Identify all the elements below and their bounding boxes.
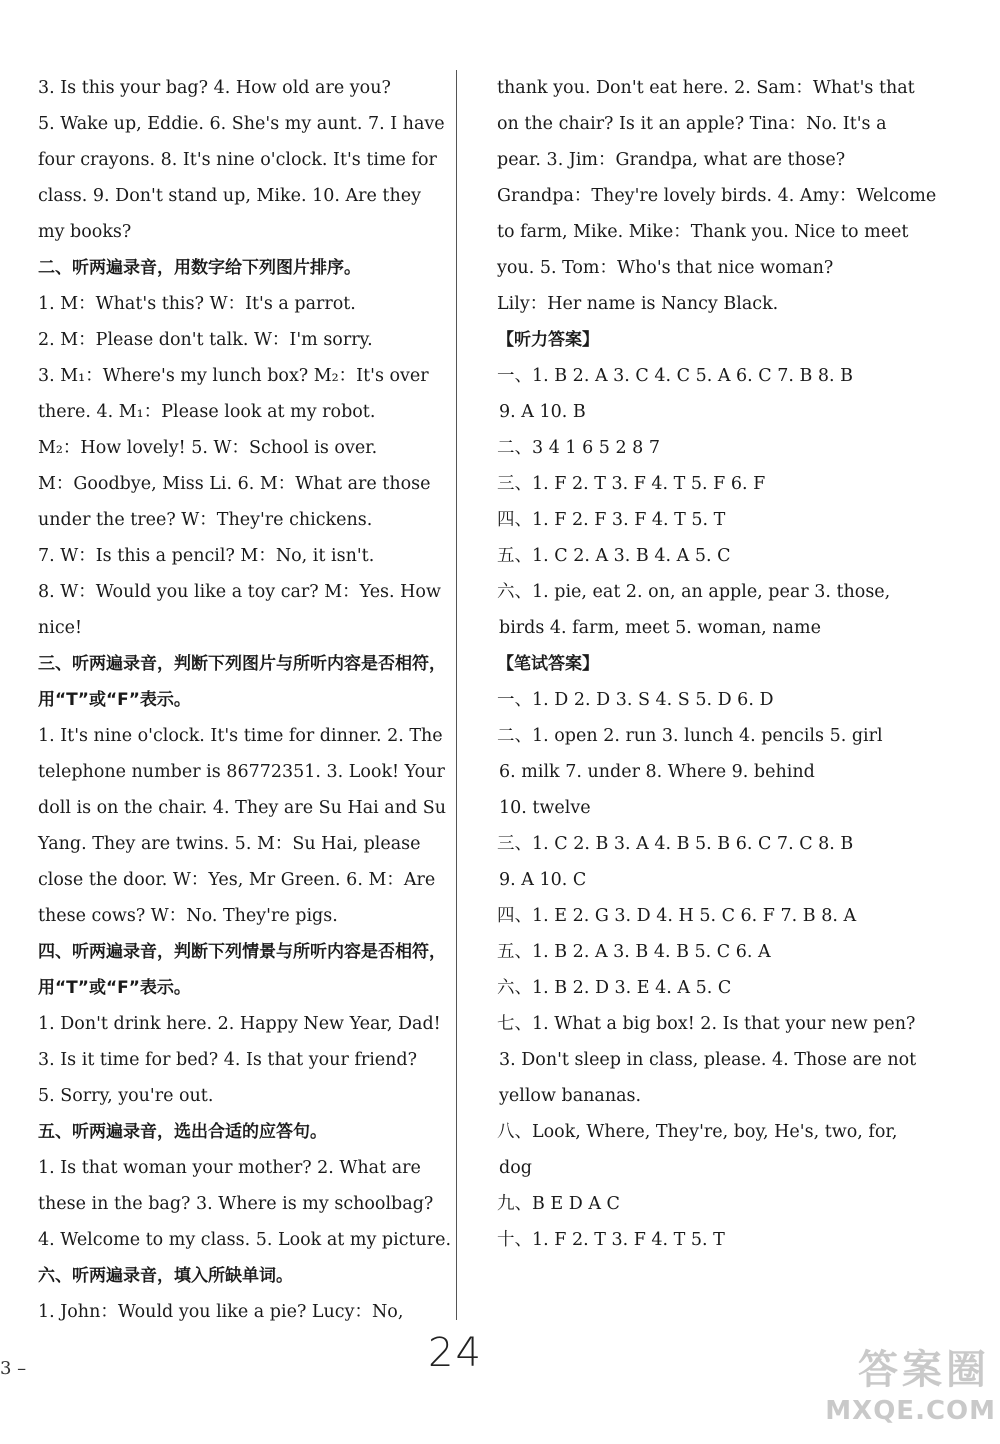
answer-line: 一、1. D 2. D 3. S 4. S 5. D 6. D — [497, 690, 774, 710]
answer-line: 七、1. What a big box! 2. Is that your new pen? — [497, 1014, 916, 1034]
section-heading: 三、听两遍录音，判断下列图片与所听内容是否相符， — [38, 654, 446, 674]
text-line: pear. 3. Jim：Grandpa, what are those? — [497, 150, 846, 170]
section-heading: 【笔试答案】 — [497, 654, 599, 674]
left-column — [38, 70, 450, 1330]
text-line: nice! — [38, 618, 83, 638]
watermark-logo: 答案圈 — [858, 1347, 990, 1393]
answer-line: 6. milk 7. under 8. Where 9. behind — [499, 762, 815, 782]
answer-line: 四、1. F 2. F 3. F 4. T 5. T — [497, 510, 726, 530]
text-line: you. 5. Tom：Who's that nice woman? — [497, 258, 834, 278]
section-heading: 【听力答案】 — [497, 330, 599, 350]
text-line: M₂：How lovely! 5. W：School is over. — [38, 438, 378, 458]
text-line: 3. Is this your bag? 4. How old are you? — [38, 78, 391, 98]
text-line: four crayons. 8. It's nine o'clock. It's time for — [38, 150, 437, 170]
text-line: 1. John：Would you like a pie? Lucy：No, — [38, 1302, 404, 1322]
text-line: class. 9. Don't stand up, Mike. 10. Are they — [38, 186, 421, 206]
answer-line: 10. twelve — [499, 798, 591, 818]
text-line: Lily：Her name is Nancy Black. — [497, 294, 779, 314]
answer-line: 六、1. pie, eat 2. on, an apple, pear 3. those, — [497, 582, 891, 602]
answer-line: 一、1. B 2. A 3. C 4. C 5. A 6. C 7. B 8. B — [497, 366, 854, 386]
answer-line: 十、1. F 2. T 3. F 4. T 5. T — [497, 1230, 725, 1250]
section-heading: 用“T”或“F”表示。 — [38, 978, 191, 998]
text-line: 1. Don't drink here. 2. Happy New Year, Dad! — [38, 1014, 441, 1034]
column-divider — [456, 70, 457, 1320]
text-line: on the chair? Is it an apple? Tina：No. It's a — [497, 114, 887, 134]
text-line: 1. M：What's this? W：It's a parrot. — [38, 294, 356, 314]
text-line: M：Goodbye, Miss Li. 6. M：What are those — [38, 474, 431, 494]
corner-page-mark: 3 – — [0, 1358, 27, 1379]
watermark-url: MXQE.COM — [825, 1396, 996, 1426]
answer-line: dog — [499, 1158, 532, 1178]
section-heading: 五、听两遍录音，选出合适的应答句。 — [38, 1122, 327, 1142]
text-line: 8. W：Would you like a toy car? M：Yes. How — [38, 582, 441, 602]
answer-line: 二、3 4 1 6 5 2 8 7 — [497, 438, 661, 458]
right-column — [497, 70, 937, 1258]
answer-line: 三、1. C 2. B 3. A 4. B 5. B 6. C 7. C 8. B — [497, 834, 854, 854]
text-line: 4. Welcome to my class. 5. Look at my picture. — [38, 1230, 452, 1250]
section-heading: 四、听两遍录音，判断下列情景与所听内容是否相符， — [38, 942, 446, 962]
text-line: 1. It's nine o'clock. It's time for dinner. 2. The — [38, 726, 443, 746]
text-line: these in the bag? 3. Where is my schoolbag? — [38, 1194, 434, 1214]
text-line: 5. Wake up, Eddie. 6. She's my aunt. 7. I have — [38, 114, 445, 134]
text-line: 2. M：Please don't talk. W：I'm sorry. — [38, 330, 373, 350]
watermark — [800, 1346, 996, 1438]
text-line: to farm, Mike. Mike：Thank you. Nice to meet — [497, 222, 909, 242]
text-line: under the tree? W：They're chickens. — [38, 510, 373, 530]
answer-line: 八、Look, Where, They're, boy, He's, two, for, — [497, 1122, 898, 1142]
answer-line: 四、1. E 2. G 3. D 4. H 5. C 6. F 7. B 8. A — [497, 906, 857, 926]
text-line: doll is on the chair. 4. They are Su Hai and Su — [38, 798, 447, 818]
text-line: my books? — [38, 222, 132, 242]
answer-line: 五、1. B 2. A 3. B 4. B 5. C 6. A — [497, 942, 771, 962]
answer-line: 9. A 10. C — [499, 870, 587, 890]
text-line: telephone number is 86772351. 3. Look! Your — [38, 762, 445, 782]
text-line: 5. Sorry, you're out. — [38, 1086, 214, 1106]
section-heading: 六、听两遍录音，填入所缺单词。 — [38, 1266, 293, 1286]
text-line: close the door. W：Yes, Mr Green. 6. M：Are — [38, 870, 436, 890]
answer-line: 3. Don't sleep in class, please. 4. Those are not — [499, 1050, 917, 1070]
text-line: 7. W：Is this a pencil? M：No, it isn't. — [38, 546, 375, 566]
text-line: 1. Is that woman your mother? 2. What are — [38, 1158, 421, 1178]
answer-line: 9. A 10. B — [499, 402, 586, 422]
text-line: these cows? W：No. They're pigs. — [38, 906, 338, 926]
answer-line: 六、1. B 2. D 3. E 4. A 5. C — [497, 978, 732, 998]
answer-line: 三、1. F 2. T 3. F 4. T 5. F 6. F — [497, 474, 766, 494]
answer-line: 九、B E D A C — [497, 1194, 620, 1214]
text-line: there. 4. M₁：Please look at my robot. — [38, 402, 376, 422]
text-line: thank you. Don't eat here. 2. Sam：What's that — [497, 78, 915, 98]
text-line: 3. Is it time for bed? 4. Is that your friend? — [38, 1050, 418, 1070]
text-line: 3. M₁：Where's my lunch box? M₂：It's over — [38, 366, 429, 386]
answer-line: 五、1. C 2. A 3. B 4. A 5. C — [497, 546, 731, 566]
answer-line: 二、1. open 2. run 3. lunch 4. pencils 5. girl — [497, 726, 883, 746]
section-heading: 二、听两遍录音，用数字给下列图片排序。 — [38, 258, 361, 278]
section-heading: 用“T”或“F”表示。 — [38, 690, 191, 710]
text-line: Yang. They are twins. 5. M：Su Hai, please — [38, 834, 421, 854]
text-line: Grandpa：They're lovely birds. 4. Amy：Welcome — [497, 186, 937, 206]
page-number: 24 — [428, 1330, 483, 1376]
answer-line: yellow bananas. — [499, 1086, 642, 1106]
answer-line: birds 4. farm, meet 5. woman, name — [499, 618, 821, 638]
